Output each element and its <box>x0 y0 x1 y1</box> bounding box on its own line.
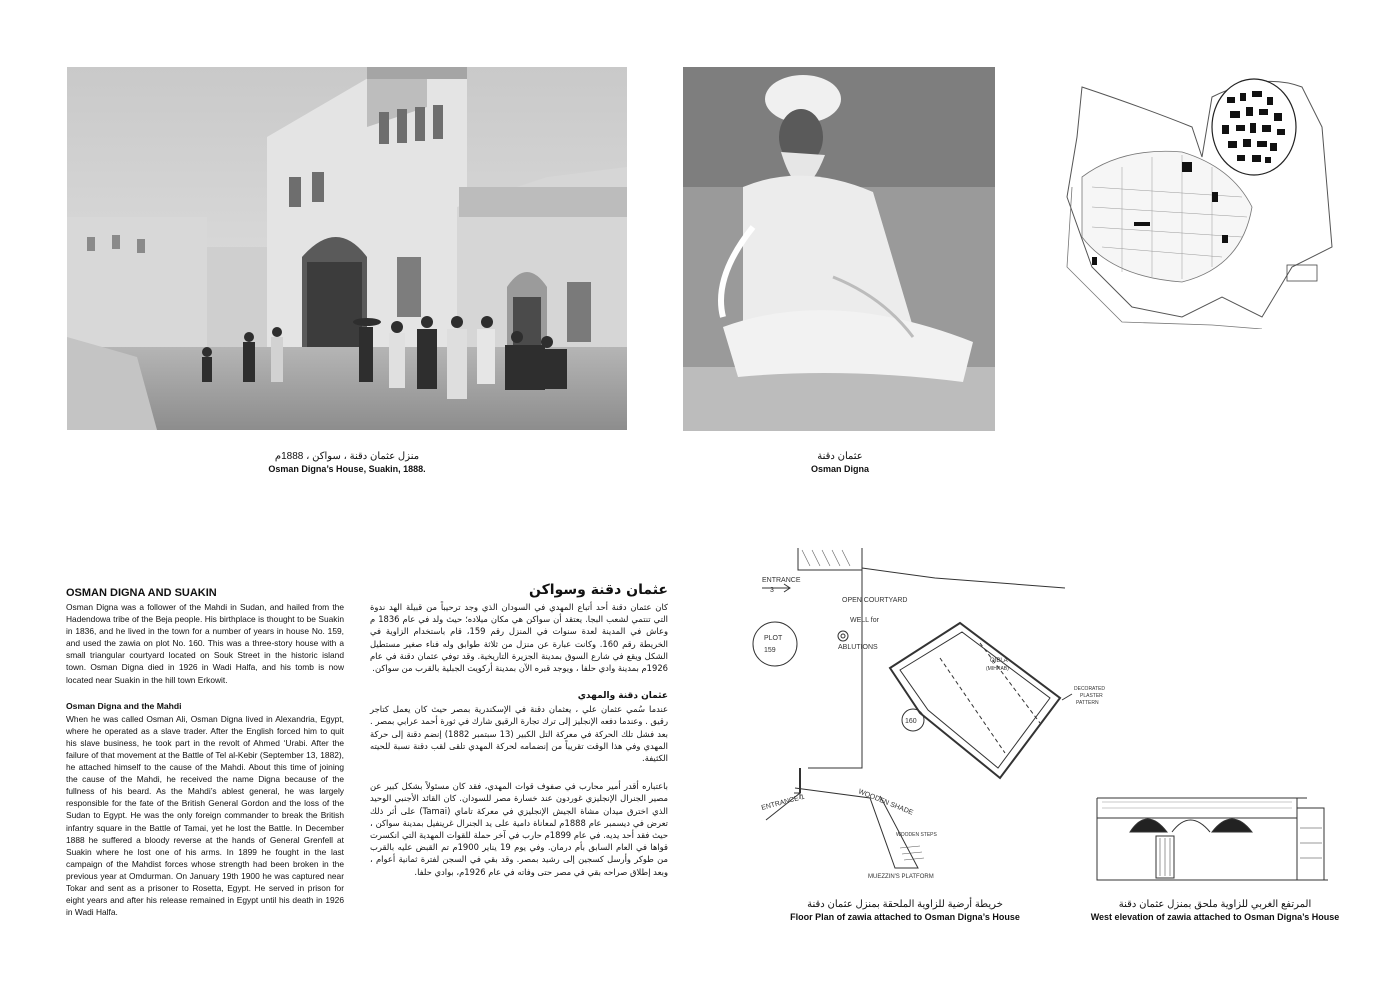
arabic-subtitle: عثمان دقنة والمهدي <box>577 691 668 702</box>
plan-label-decorated-1: DECORATED <box>1074 686 1106 692</box>
arabic-para-2: عندما سُمي عثمان علي ، يعثمان دقنة في الإسكندرية بمصر حيث كان يعمل كتاجر رقيق . وعندما دفعه الإنجليز إلى ترك تجارة الرقيق شارك في ثورة أحمد عرابي بمصر . بعد فشل تلك الحركة في معركة التل الكبير (13 سبتمبر 1882) إنضم دقنة إلى حركة المهدي وفي هذا الوقت تقريباً من إنضمامه لحركة المهدي تلقى لقب دقنة نسبة للحيته الكثيفة. <box>370 704 669 764</box>
suakin-map <box>1062 67 1334 329</box>
english-subtitle: Osman Digna and the Mahdi <box>66 700 182 711</box>
arabic-title: عثمان دقنة وسواكن <box>529 582 668 598</box>
elevation-caption-ar: المرتفع الغربي للزاوية ملحق بمنزل عثمان دقنة <box>1118 899 1312 910</box>
floor-plan-caption-ar: خريطة أرضية للزاوية الملحقة بمنزل عثمان دقنة <box>807 899 1003 910</box>
english-para-1: Osman Digna was a follower of the Mahdi in Sudan, and hailed from the Hadendowa tribe of the Beja people. His birthplace is thought to be Suakin in 1836, and he lived in the town for a number of years in house No. 159, and used the zawia on plot No. 160. This was a three-story house with a small triangular courtyard located on Souk Street in the historic island town. Osman Digna died in 1926 in Wadi Halfa, and his tomb is now located near Suakin in the hill town Erkowit. <box>66 602 344 685</box>
portrait-photo <box>683 67 995 431</box>
portrait-caption <box>760 450 920 475</box>
plan-label-open-courtyard: OPEN COURTYARD <box>842 597 908 604</box>
house-photo-caption <box>230 450 464 475</box>
english-para-2: When he was called Osman Ali, Osman Digna lived in Alexandria, Egypt, where he operated as a slave trader. After the English forced him to quit his slave business, he took part in the revolt of Ahmed ‘Urabi. After the failure of that movement at the Battle of Tel al-Kebir (September 13, 1882), he attached himself to the cause of the Mahdi. About this time of joining the cause of the Mahdi, he received the name Digna because of the fullness of his beard. As the Mahdi’s ablest general, he was largely responsible for the fate of the British General Gordon and the loss of the Sudan to Egypt. He was the only foreign commander to break the British infantry square in the Battle of Tamai, yet he lost the Battle. In December 1888 he suffered a bloody reverse at the hands of General Grenfell at Suakin where he lost one of his arms. In 1899 he fought in the last campaign of the Mahdist forces whose strength had been broken in the previous year at Omdurman. On January 19th 1900 he was captured near Tokar and sent as a prisoner to Rosetta, Egypt. He served in prison for eight years and after his release remained in Egypt until his death in 1926 in Wadi Halfa. <box>66 713 344 918</box>
house-photo-caption-en: Osman Digna’s House, Suakin, 1888. <box>268 464 426 474</box>
plan-label-ablutions: ABLUTIONS <box>838 644 878 651</box>
plan-label-decorated-2: PLASTER <box>1080 693 1103 699</box>
arabic-para-3: باعتباره أقدر أمير محارب في صفوف قوات المهدي، فقد كان مسئولاً بشكل كبير عن مصير الجنرال الإنجليزي غوردون عند خسارة مصر للسودان. كان القائد الأجنبي الوحيد الذي اخترق ميدان مشاة الجيش الإنجليزي في معركة تاماي (Tamai) على أثر ذلك تعرض في ديسمبر عام 1888م لمعاناة دامية على يد الجنرال غرينفيل بمدينة سواكن ، حيث فقد أحد يديه. في عام 1899م حارب في آخر حملة للقوات المهدية التي انكسرت قواها في العام السابق بأم درمان. وفي يوم 19 يناير 1900م تم القبض عليه بالقرب من طوكر وأرسل كسجين إلى رشيد بمصر. وقد بقي في السجن لفترة ثمانية أعوام ، وبعد إطلاق صراحه بقي في مصر حتى وفاته في عام 1926م، بوادي حلفا. <box>370 781 669 877</box>
house-photo <box>67 67 627 430</box>
plan-label-wooden-shade: WOODEN SHADE <box>857 788 914 817</box>
plan-label-entrance-bottom: ENTRANCE 1 <box>760 793 806 812</box>
floor-plan-caption <box>780 898 1030 923</box>
house-photo-caption-ar: منزل عثمان دقنة ، سواكن ، 1888م <box>274 451 420 462</box>
portrait-caption-en: Osman Digna <box>810 464 869 474</box>
plan-label-muezzin: MUEZZIN'S PLATFORM <box>868 874 934 880</box>
plan-label-plot-num: 159 <box>764 647 776 654</box>
west-elevation-sketch <box>1092 788 1332 888</box>
plan-label-plot: PLOT <box>764 635 783 642</box>
english-text <box>66 586 344 918</box>
floor-plan-caption-en: Floor Plan of zawia attached to Osman Digna’s House <box>790 912 1020 922</box>
arabic-text <box>370 580 668 878</box>
plan-label-entrance-top: ENTRANCE <box>762 577 801 584</box>
elevation-caption-en: West elevation of zawia attached to Osman Digna’s House <box>1090 912 1340 922</box>
plan-label-qibla: QIBLA <box>990 658 1008 664</box>
plan-label-wooden-steps: WOODEN STEPS <box>896 832 937 838</box>
plan-label-room-num: 160 <box>905 718 917 725</box>
floor-plan-sketch <box>750 548 1120 888</box>
english-title: OSMAN DIGNA AND SUAKIN <box>66 587 217 599</box>
plan-label-well: WELL for <box>850 617 879 624</box>
arabic-para-1: كان عثمان دقنة أحد أتباع المهدي في السودان الذي وجد ترحيباً من قبيلة الهد ندوة التي تنتمي لشعب البجا. يعتقد أن سواكن هي مكان ميلاده؛ حيث ولد في عام 1836 م وعاش في المدينة لعدة سنوات في المنزل رقم 159، قام باستخدام الزاوية في الخريطة رقم 160. وكانت عبارة عن منزل من ثلاثة طوابق وله فناء صغير مستطيل الشكل ويقع في شارع السوق بمدينة الجزيرة التاريخية. وقد توفي عثمان دقنة في عام 1926م بمدينة وادي حلفا ، ويوجد قبره الآن بمدينة أركويت الجبلية بالقرب من سواكن. <box>370 602 668 674</box>
portrait-caption-ar: عثمان دقنة <box>817 451 863 462</box>
elevation-caption <box>1085 898 1345 923</box>
plan-label-entrance-top-num: 3 <box>770 587 774 594</box>
plan-label-decorated-3: PATTERN <box>1076 700 1099 706</box>
plan-label-qibla-sub: (MIHRAB) <box>986 666 1009 672</box>
